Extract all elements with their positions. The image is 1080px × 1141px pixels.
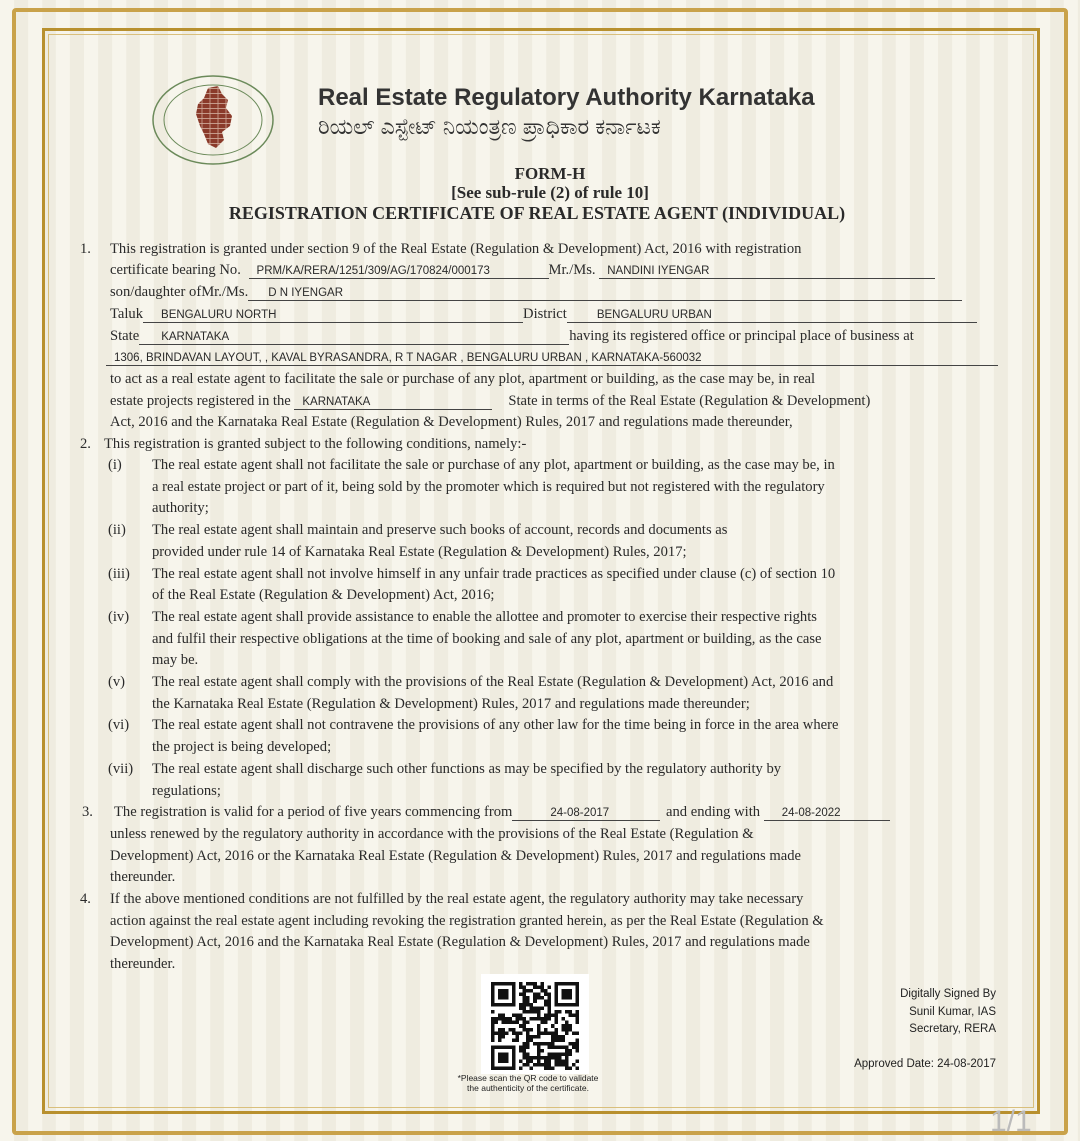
parent-name: D N IYENGAR	[248, 286, 962, 301]
qr-note-line: the authenticity of the certificate.	[467, 1083, 589, 1093]
section-1-line	[110, 392, 870, 410]
condition-number: (ii)	[108, 522, 126, 539]
condition-line: the project is being developed;	[152, 739, 332, 756]
section-1-line	[106, 348, 998, 366]
section-4-line: Development) Act, 2016 and the Karnataka Real Estate (Regulation & Development) Rules, 2017 and regulations made	[110, 934, 810, 950]
section-3-line: thereunder.	[110, 869, 176, 885]
condition-number: (v)	[108, 674, 126, 690]
agent-name: NANDINI IYENGAR	[599, 264, 935, 279]
start-date: 24-08-2017	[512, 806, 660, 821]
qr-note-line: *Please scan the QR code to validate	[457, 1073, 599, 1083]
form-subrule: [See sub-rule (2) of rule 10]	[451, 183, 649, 202]
section-4-line: thereunder.	[110, 956, 176, 972]
district-value: BENGALURU URBAN	[567, 308, 977, 323]
condition-line: the Karnataka Real Estate (Regulation & Development) Rules, 2017 and regulations made thereunder;	[152, 695, 750, 712]
condition-line: The real estate agent shall maintain and preserve such books of account, records and documents as	[152, 522, 728, 539]
signer-name: Sunil Kumar, IAS	[909, 1005, 996, 1018]
office-label: having its registered office or principal place of business at	[569, 328, 914, 344]
project-state-label: estate projects registered in the	[110, 393, 291, 409]
section-1-line	[110, 261, 935, 279]
section-3-number: 3.	[82, 804, 93, 820]
taluk-label: Taluk	[110, 306, 144, 322]
section-4-line: action against the real estate agent including revoking the registration granted herein, as per the Real Estate (Regulation &	[110, 913, 824, 929]
section-1-line	[110, 305, 977, 323]
condition-line: of the Real Estate (Regulation & Development) Act, 2016;	[152, 587, 495, 604]
section-2-intro: This registration is granted subject to the following conditions, namely:-	[104, 436, 527, 452]
reg-no-label: certificate bearing No.	[110, 262, 241, 278]
section-3-line: Development) Act, 2016 or the Karnataka Real Estate (Regulation & Development) Rules, 2017 and regulations made	[110, 848, 801, 864]
condition-line: The real estate agent shall provide assistance to enable the allottee and promoter to exercise their respective rights	[152, 608, 817, 625]
condition-line: The real estate agent shall not involve himself in any unfair trade practices as specified under clause (c) of section 10	[152, 565, 836, 582]
condition-number: (iv)	[108, 608, 130, 625]
end-date: 24-08-2022	[764, 806, 890, 821]
section-1-line	[110, 283, 962, 301]
section-1-line: Act, 2016 and the Karnataka Real Estate (Regulation & Development) Rules, 2017 and regulations made thereunder,	[110, 414, 793, 430]
condition-line: may be.	[152, 652, 199, 669]
registration-number: PRM/KA/RERA/1251/309/AG/170824/000173	[249, 264, 549, 279]
state-value: KARNATAKA	[139, 330, 569, 345]
condition-number: (vii)	[108, 760, 134, 777]
header-title-english: Real Estate Regulatory Authority Karnataka	[318, 84, 815, 111]
qr-pattern	[491, 982, 579, 1070]
address-value: 1306, BRINDAVAN LAYOUT, , KAVAL BYRASANDRA, R T NAGAR , BENGALURU URBAN , KARNATAKA-560032	[106, 351, 998, 366]
header-title-kannada: ರಿಯಲ್ ಎಸ್ಟೇಟ್ ನಿಯಂತ್ರಣ ಪ್ರಾಧಿಕಾರ ಕರ್ನಾಟಕ	[318, 114, 661, 139]
section-1-line	[110, 327, 914, 345]
section-1-line: This registration is granted under section 9 of the Real Estate (Regulation & Development) Act, 2016 with registration	[110, 241, 802, 257]
condition-number: (iii)	[108, 565, 130, 582]
section-4-line: If the above mentioned conditions are not fulfilled by the real estate agent, the regulatory authority may take necessary	[110, 891, 804, 907]
condition-line: provided under rule 14 of Karnataka Real Estate (Regulation & Development) Rules, 2017;	[152, 543, 687, 560]
ending-label: and ending with	[666, 804, 761, 820]
district-label: District	[523, 306, 567, 322]
rera-logo	[150, 74, 276, 166]
section-1-number: 1.	[80, 241, 91, 257]
taluk-value: BENGALURU NORTH	[143, 308, 523, 323]
condition-line: The real estate agent shall discharge such other functions as may be specified by the regulatory authority by	[152, 760, 782, 777]
name-label: Mr./Ms.	[548, 262, 596, 278]
certificate-title: REGISTRATION CERTIFICATE OF REAL ESTATE AGENT (INDIVIDUAL)	[228, 203, 846, 223]
qr-note	[440, 1073, 616, 1093]
condition-line: The real estate agent shall not facilitate the sale or purchase of any plot, apartment or building, as the case may be, in	[152, 457, 835, 473]
section-2-number: 2.	[80, 436, 91, 452]
validity-label: The registration is valid for a period of five years commencing from	[114, 804, 513, 820]
project-state-value: KARNATAKA	[294, 395, 492, 410]
condition-line: a real estate project or part of it, being sold by the promoter which is required but not registered with the regulatory	[152, 478, 825, 495]
condition-line: The real estate agent shall comply with the provisions of the Real Estate (Regulation & Development) Act, 2016 and	[152, 674, 834, 690]
section-3-line	[114, 803, 890, 821]
page-indicator: 1/1	[990, 1105, 1032, 1138]
condition-line: authority;	[152, 500, 209, 517]
condition-number: (vi)	[108, 717, 130, 734]
condition-line: regulations;	[152, 782, 221, 799]
section-4-number: 4.	[80, 891, 91, 907]
qr-code[interactable]	[481, 974, 589, 1074]
section-1-line: to act as a real estate agent to facilitate the sale or purchase of any plot, apartment or building, as the case may be, in real	[110, 371, 816, 387]
state-label: State	[110, 328, 140, 344]
project-state-text: State in terms of the Real Estate (Regulation & Development)	[508, 393, 871, 409]
condition-number: (i)	[108, 457, 122, 473]
signature-block	[854, 986, 996, 1073]
section-3-line: unless renewed by the regulatory authority in accordance with the provisions of the Real Estate (Regulation &	[110, 826, 754, 842]
condition-line: and fulfil their respective obligations at the time of booking and sale of any plot, apartment or building, as the case	[152, 630, 822, 647]
signer-designation: Secretary, RERA	[909, 1023, 996, 1035]
form-number: FORM-H	[514, 164, 586, 183]
approved-date: Approved Date: 24-08-2017	[854, 1057, 996, 1070]
parent-label: son/daughter ofMr./Ms.	[110, 284, 249, 300]
condition-line: The real estate agent shall not contravene the provisions of any other law for the time being in force in the area where	[152, 717, 839, 734]
signed-by: Digitally Signed By	[900, 988, 996, 1000]
